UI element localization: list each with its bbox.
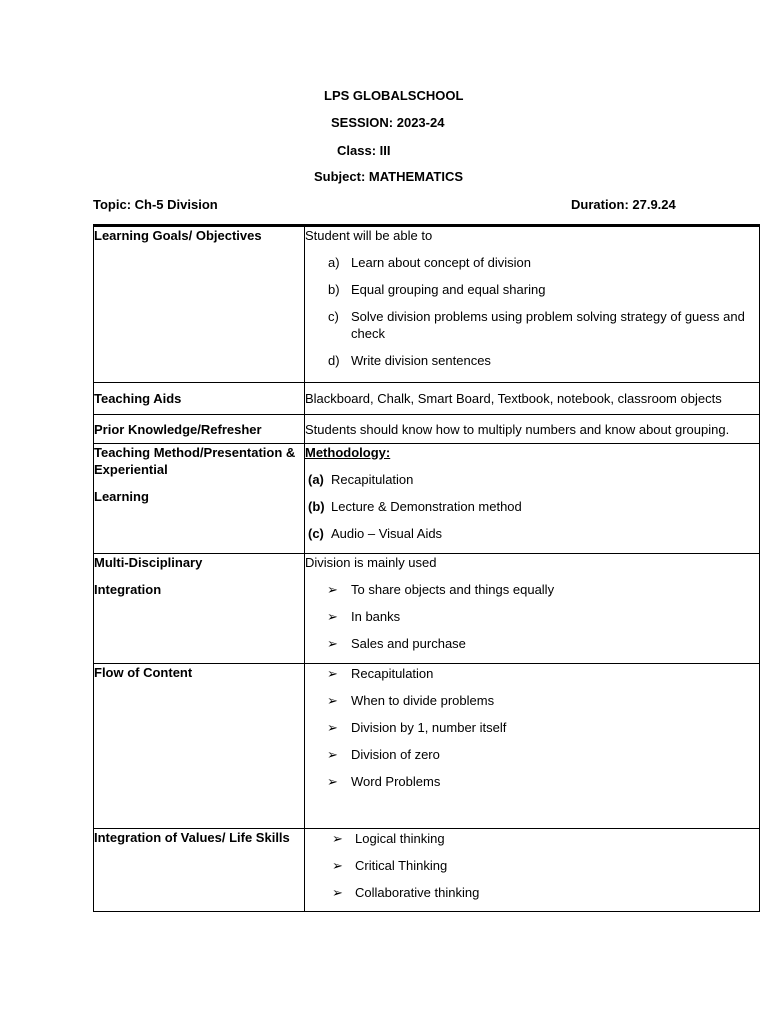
row-teaching-method (94, 444, 760, 554)
list-item: ➢ Critical Thinking (332, 858, 448, 873)
learning-goals-label: Learning Goals/ Objectives (94, 227, 305, 383)
arrow-bullet-icon: ➢ (332, 885, 343, 900)
multi-list (305, 581, 759, 652)
row-prior-knowledge (94, 415, 760, 444)
flow-of-content-label: Flow of Content (94, 664, 305, 829)
list-item: ➢ In banks (327, 609, 401, 624)
list-item: ➢ Division by 1, number itself (327, 720, 507, 735)
row-teaching-aids (94, 383, 760, 415)
teaching-method-label (94, 444, 305, 554)
multi-intro: Division is mainly used (305, 555, 437, 570)
goals-intro: Student will be able to (305, 228, 433, 243)
methodology-list (305, 471, 759, 542)
values-list (305, 830, 759, 901)
list-item: ➢ When to divide problems (327, 693, 495, 708)
list-item: (b) Lecture & Demonstration method (308, 499, 522, 514)
flow-of-content-value (305, 664, 760, 829)
arrow-bullet-icon: ➢ (327, 636, 338, 651)
methodology-heading: Methodology: (305, 445, 391, 460)
prior-knowledge-value: Students should know how to multiply numbers and know about grouping. (305, 415, 760, 444)
arrow-bullet-icon: ➢ (327, 720, 338, 735)
teaching-method-label-line1: Teaching Method/Presentation & Experiential (94, 445, 296, 477)
arrow-bullet-icon: ➢ (327, 666, 338, 681)
prior-knowledge-label: Prior Knowledge/Refresher (94, 415, 305, 444)
session-heading: SESSION: 2023-24 (331, 115, 445, 130)
list-item: ➢ Word Problems (327, 774, 441, 789)
learning-goals-value (305, 227, 760, 383)
list-item: ➢ Recapitulation (327, 666, 434, 681)
list-item: ➢ Collaborative thinking (332, 885, 480, 900)
list-item: ➢ To share objects and things equally (327, 582, 555, 597)
arrow-bullet-icon: ➢ (327, 582, 338, 597)
school-name: LPS GLOBALSCHOOL (324, 88, 464, 103)
row-multi-disciplinary (94, 554, 760, 664)
list-item: ➢ Sales and purchase (327, 636, 466, 651)
teaching-method-label-line2: Learning (94, 489, 149, 504)
list-item: b) Equal grouping and equal sharing (328, 282, 546, 297)
lesson-plan-table (93, 226, 760, 912)
arrow-bullet-icon: ➢ (327, 774, 338, 789)
list-item: c) Solve division problems using problem solving strategy of guess and check (328, 309, 745, 341)
goals-list (305, 254, 759, 369)
list-item: a) Learn about concept of division (328, 255, 531, 270)
teaching-method-value (305, 444, 760, 554)
multi-disciplinary-label-line2: Integration (94, 582, 162, 597)
multi-disciplinary-label-line1: Multi-Disciplinary (94, 555, 203, 570)
class-heading: Class: III (337, 143, 391, 158)
teaching-aids-value: Blackboard, Chalk, Smart Board, Textbook, notebook, classroom objects (305, 383, 760, 415)
duration-heading: Duration: 27.9.24 (571, 197, 676, 212)
row-values-life-skills (94, 829, 760, 912)
list-item: (a) Recapitulation (308, 472, 414, 487)
subject-heading: Subject: MATHEMATICS (314, 169, 464, 184)
arrow-bullet-icon: ➢ (332, 831, 343, 846)
teaching-aids-label: Teaching Aids (94, 383, 305, 415)
values-life-skills-value (305, 829, 760, 912)
row-flow-of-content (94, 664, 760, 829)
topic-heading: Topic: Ch-5 Division (93, 197, 218, 212)
arrow-bullet-icon: ➢ (327, 609, 338, 624)
list-item: d) Write division sentences (328, 353, 491, 368)
list-item: ➢ Division of zero (327, 747, 440, 762)
list-item: ➢ Logical thinking (332, 831, 445, 846)
arrow-bullet-icon: ➢ (327, 747, 338, 762)
list-item: (c) Audio – Visual Aids (308, 526, 443, 541)
arrow-bullet-icon: ➢ (332, 858, 343, 873)
flow-list (305, 665, 759, 790)
values-life-skills-label: Integration of Values/ Life Skills (94, 829, 305, 912)
multi-disciplinary-value (305, 554, 760, 664)
multi-disciplinary-label (94, 554, 305, 664)
arrow-bullet-icon: ➢ (327, 693, 338, 708)
row-learning-goals (94, 227, 760, 383)
